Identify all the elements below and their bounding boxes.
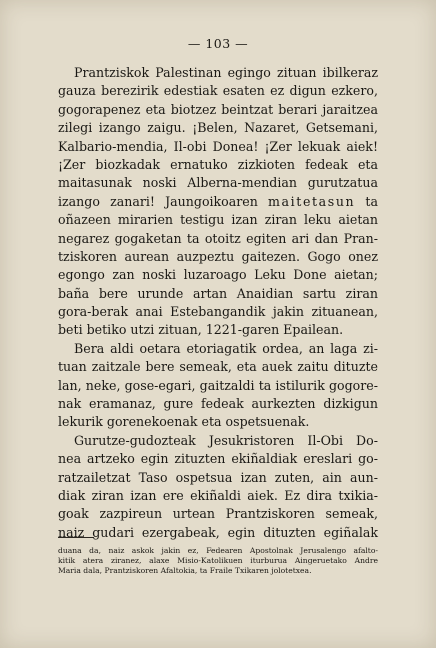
text-line: tziskoren aurean auzpeztu gaitezen. Gogo onez [58,248,378,264]
text-line: diak ziran izan ere ekiñaldi aiek. Ez dira txikia- [58,487,378,503]
text-line: naiz gudari ezergabeak, egin dituzten egiñalak [58,524,378,540]
footnote-line: Maria dala, Prantziskoren Afaltokia, ta Fraile Txikaren jolotetxea. [58,566,312,575]
footnote [58,546,378,576]
footnote-line: duana da, naiz askok jakin ez, Fedearen Apostolnak Jerusalengo afalto- [58,546,378,555]
text-line: Kalbario-mendia, Il-obi Donea! ¡Zer lekuak aiek! [58,138,378,154]
text-line: zilegi izango zaigu. ¡Belen, Nazaret, Getsemani, [58,120,378,136]
body-text [58,64,378,542]
paragraph-1 [58,64,378,340]
text-line: Bera aldi oetara etoriagatik ordea, an laga zi- [74,340,378,356]
text-line: izango zanari! Jaungoikoaren maitetasun ta [58,193,378,209]
footnote-rule [58,537,94,538]
footnote-line: kitik atera ziranez, alaxe Misio-Katolikuen iturburua Aingeruetako Andre [58,556,378,565]
emphasized-word: maitetasun [268,193,356,209]
text-line: gogorapenez eta biotzez beintzat berari jaraitzea [58,101,378,117]
text-line: lan, neke, gose-egari, gaitzaldi ta istilurik gogore- [58,377,378,393]
text-line: tuan zaitzale bere semeak, eta auek zaitu dituzte [58,359,378,375]
text-line: Gurutze-gudozteak Jesukristoren Il-Obi Do- [74,432,378,448]
text-line: ratzailetzat Taso ospetsua izan zuten, ain aun- [58,469,378,485]
text-line: gora-berak anai Estebangandik jakin zituanean, [58,304,378,320]
text-line: baña bere urunde artan Anaidian sartu ziran [58,285,378,301]
paragraph-2 [58,340,378,432]
page-number: — 103 — [187,36,249,51]
text-line: ¡Zer biozkadak ernatuko zizkioten fedeak eta [58,156,378,172]
text-line: egongo zan noski luzaroago Leku Done aietan; [58,267,378,283]
text-line: negarez gogaketan ta otoitz egiten ari dan Pran- [58,230,378,246]
text-line: lekurik gorenekoenak eta ospetsuenak. [58,414,310,430]
text-line: gauza berezirik edestiak esaten ez digun ezkero, [58,83,378,99]
text-line: Prantziskok Palestinan egingo zituan ibilkeraz [74,65,378,80]
text-line: beti betiko utzi zituan, 1221-garen Epailean. [58,322,344,338]
text-line: maitasunak noski Alberna-mendian gurutzatua [58,175,378,191]
paragraph-3 [58,432,378,542]
text-line: goak zazpireun urtean Prantziskoren semeak, [58,506,378,522]
text-line: oñazeen mirarien testigu izan ziran leku aietan [58,212,378,228]
text-line: nak eramanaz, gure fedeak aurkezten dizkigun [58,396,378,412]
text-line: nea artzeko egin zituzten ekiñaldiak ereslari go- [58,451,378,467]
